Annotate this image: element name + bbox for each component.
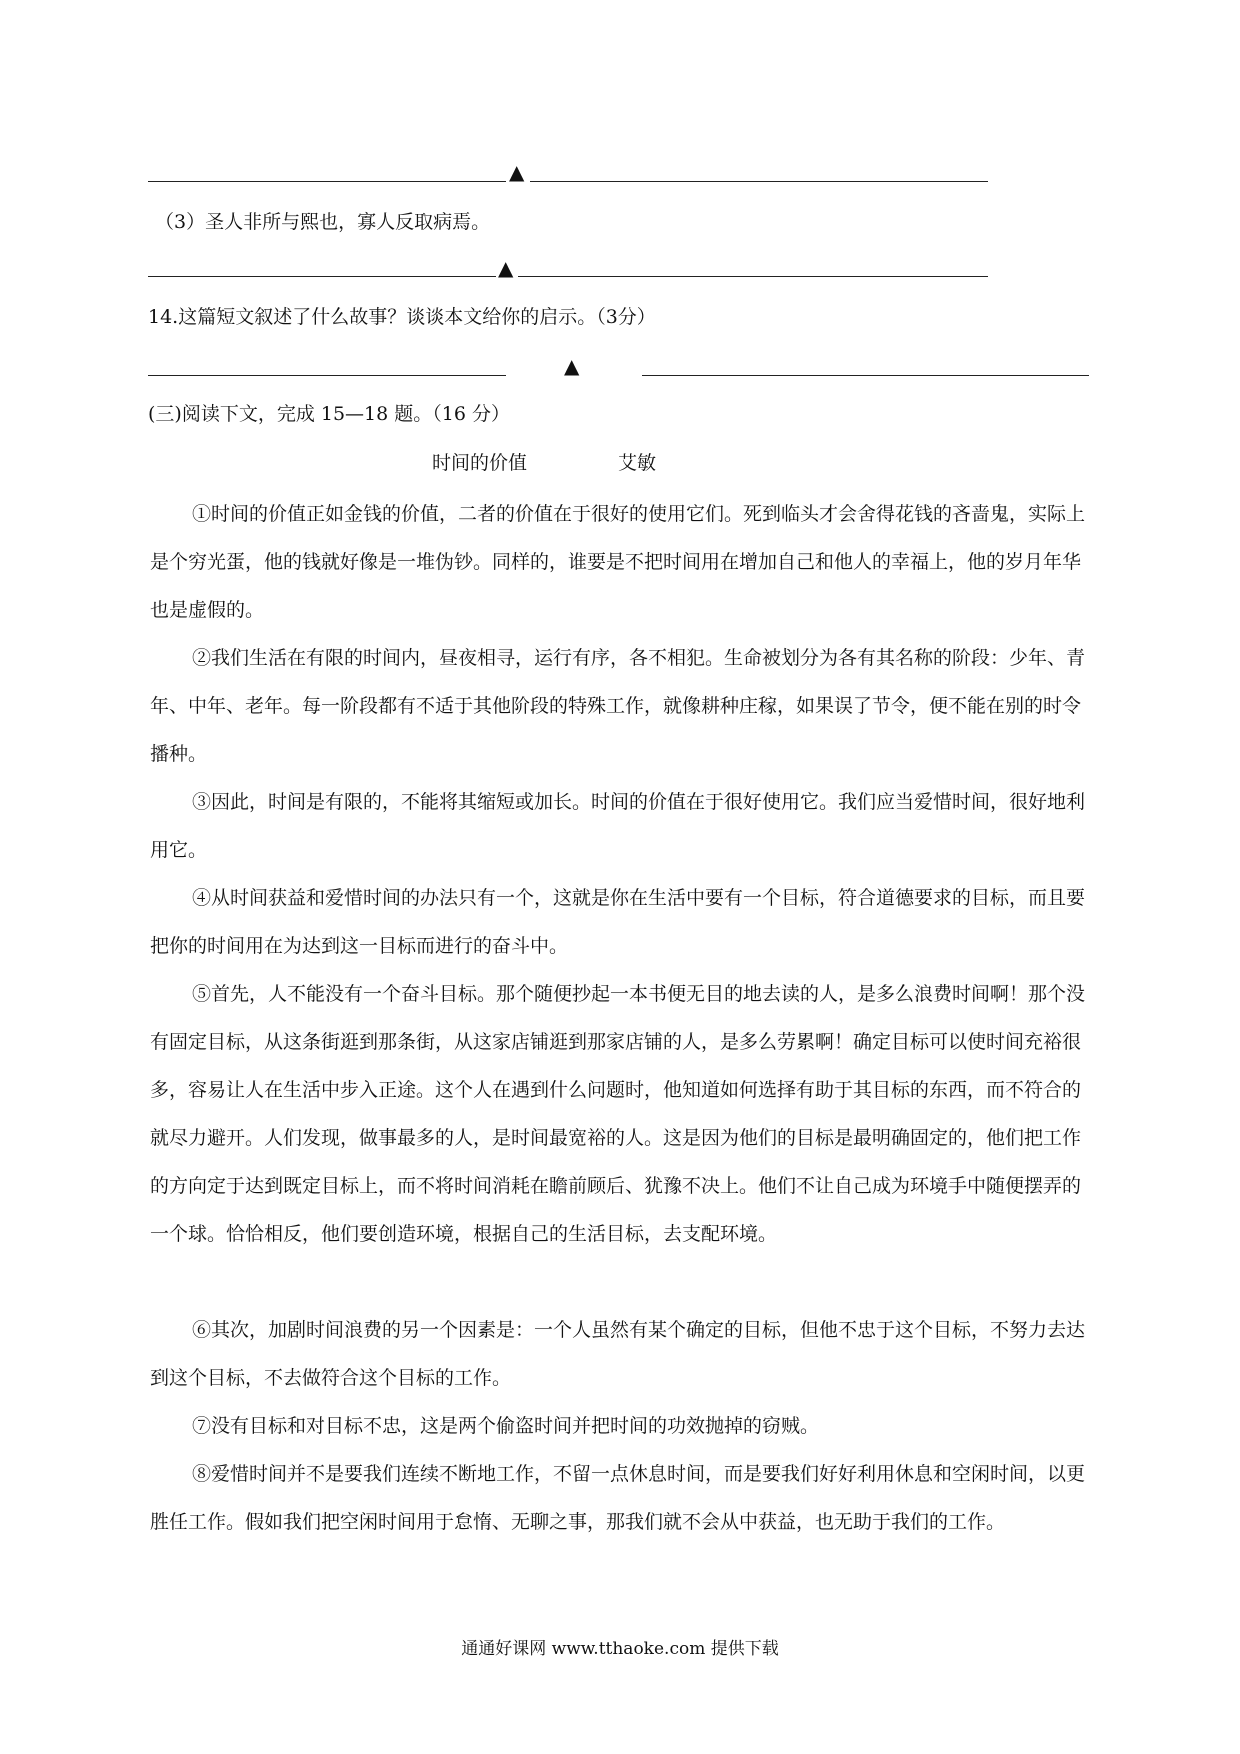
article-paragraph: ①时间的价值正如金钱的价值，二者的价值在于很好的使用它们。死到临头才会舍得花钱的吝啬鬼，实际上是个穷光蛋，他的钱就好像是一堆伪钞。同样的，谁要是不把时间用在增加自己和他人的幸福上，他的岁月年华也是虚假的。 (150, 503, 1086, 621)
question-13-3: （3）圣人非所与熙也，寡人反取病焉。 (155, 211, 491, 233)
article-paragraph: ③因此，时间是有限的，不能将其缩短或加长。时间的价值在于很好使用它。我们应当爱惜时间，很好地利用它。 (150, 791, 1086, 861)
answer-line (642, 375, 1089, 376)
answer-marker: ▲ (509, 160, 525, 184)
answer-line (148, 375, 506, 376)
section-3-heading: (三)阅读下文，完成 15—18 题。（16 分） (148, 403, 510, 425)
article-paragraph: ②我们生活在有限的时间内，昼夜相寻，运行有序，各不相犯。生命被划分为各有其名称的阶段：少年、青年、中年、老年。每一阶段都有不适于其他阶段的特殊工作，就像耕种庄稼，如果误了节令，便不能在别的时令播种。 (150, 647, 1086, 765)
article-paragraph: ④从时间获益和爱惜时间的办法只有一个，这就是你在生活中要有一个目标，符合道德要求的目标，而且要把你的时间用在为达到这一目标而进行的奋斗中。 (150, 887, 1086, 957)
article-paragraph: ⑥其次，加剧时间浪费的另一个因素是：一个人虽然有某个确定的目标，但他不忠于这个目标，不努力去达到这个目标，不去做符合这个目标的工作。 (150, 1319, 1086, 1389)
answer-line (148, 276, 496, 277)
answer-marker: ▲ (564, 354, 580, 378)
article-author: 艾敏 (618, 452, 657, 474)
answer-line (518, 276, 988, 277)
answer-line (530, 181, 988, 182)
article-paragraph: ⑧爱惜时间并不是要我们连续不断地工作，不留一点休息时间，而是要我们好好利用休息和空闲时间，以更胜任工作。假如我们把空闲时间用于怠惰、无聊之事，那我们就不会从中获益，也无助于我们的工作。 (150, 1463, 1086, 1533)
answer-line (148, 181, 506, 182)
answer-marker: ▲ (498, 256, 514, 280)
footer-source: 通通好课网 www.tthaoke.com 提供下载 (461, 1639, 779, 1659)
article-paragraph: ⑤首先，人不能没有一个奋斗目标。那个随便抄起一本书便无目的地去读的人，是多么浪费时间啊！那个没有固定目标，从这条街逛到那条街，从这家店铺逛到那家店铺的人，是多么劳累啊！确定目标可以使时间充裕很多，容易让人在生活中步入正途。这个人在遇到什么问题时，他知道如何选择有助于其目标的东西，而不符合的就尽力避开。人们发现，做事最多的人，是时间最宽裕的人。这是因为他们的目标是最明确固定的，他们把工作的方向定于达到既定目标上，而不将时间消耗在瞻前顾后、犹豫不决上。他们不让自己成为环境手中随便摆弄的一个球。恰恰相反，他们要创造环境，根据自己的生活目标，去支配环境。 (150, 983, 1086, 1245)
article-paragraph: ⑦没有目标和对目标不忠，这是两个偷盗时间并把时间的功效抛掉的窃贼。 (192, 1415, 820, 1437)
article-title: 时间的价值 (432, 452, 528, 474)
question-14: 14.这篇短文叙述了什么故事？谈谈本文给你的启示。（3分） (148, 306, 656, 328)
